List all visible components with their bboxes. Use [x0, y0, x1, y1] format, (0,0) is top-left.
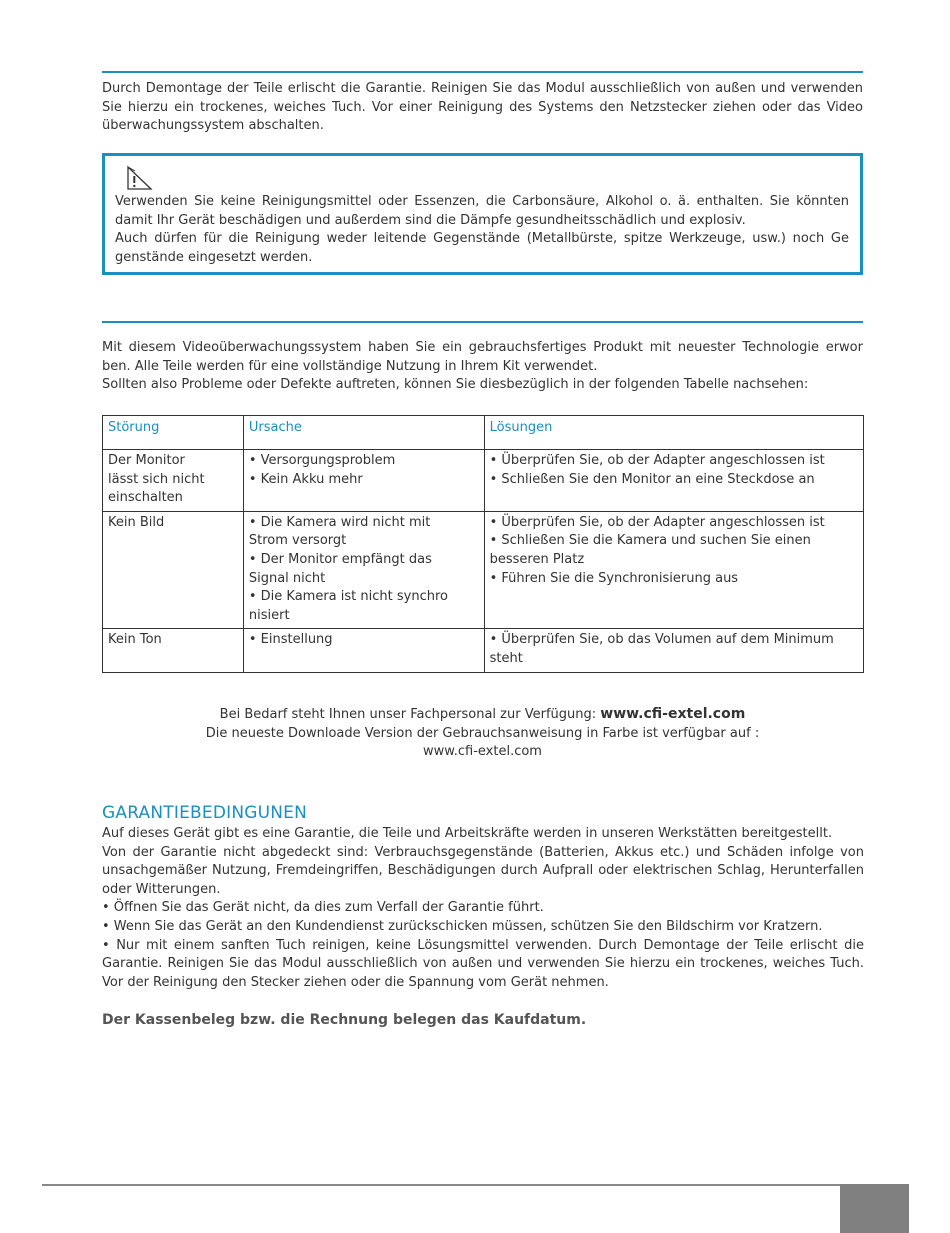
header-problem: Störung [103, 416, 244, 450]
cell-line: Signal nicht [248, 570, 326, 586]
cell-line: • Einstellung [248, 632, 333, 648]
warranty-p4: • Wenn Sie das Gerät an den Kundendienst zurückschicken müssen, schützen Sie den Bildschirm vor Kratzern. [102, 918, 823, 934]
cell-cause [243, 450, 484, 512]
warranty-title: GARANTIEBEDINGUNEN [102, 803, 308, 823]
table-header-row [103, 416, 864, 450]
website-link[interactable]: www.cfi-extel.com [600, 706, 746, 722]
contact-text: Bei Bedarf steht Ihnen unser Fachpersonal zur Verfügung: [219, 707, 601, 722]
cell-line: • Die Kamera wird nicht mit [248, 514, 431, 530]
cell-line: nisiert [248, 607, 290, 623]
cell-cause [243, 511, 484, 629]
table-row [103, 629, 864, 672]
table-row [103, 511, 864, 629]
cell-line: • Die Kamera ist nicht synchro [248, 589, 448, 605]
warning-text-1: Verwenden Sie keine Reinigungsmittel oder Essenzen, die Carbonsäure, Alkohol o. ä. enthalten. Sie könnten damit Ihr Gerät beschädigen und außerdem sind die Dämpfe gesundheitsschädlich und explosiv. [115, 194, 849, 228]
cell-problem [103, 450, 244, 512]
footer-divider [42, 1184, 840, 1186]
contact-info [102, 705, 863, 762]
intro-text-1: Mit diesem Videoüberwachungssystem haben Sie ein gebrauchsfertiges Produkt mit neuester Technologie erwor ben. Alle Teile werden für eine vollständige Nutzung in Ihrem Kit verwendet. [102, 340, 863, 374]
cell-line: • Kein Akku mehr [248, 471, 363, 487]
header-solution: Lösungen [484, 416, 863, 450]
cell-line: Strom versorgt [248, 533, 347, 549]
warning-text-2: Auch dürfen für die Reinigung weder leitende Gegenstände (Metallbürste, spitze Werkzeuge, usw.) noch Ge genstände eingesetzt werden. [115, 231, 849, 265]
warning-triangle-icon [125, 163, 153, 191]
cell-solution [484, 511, 863, 629]
section-divider-top [102, 71, 863, 73]
cell-line: • Schließen Sie den Monitor an eine Steckdose an [489, 471, 815, 487]
cell-line: Kein Bild [108, 514, 165, 530]
table-row [103, 450, 864, 512]
cell-line: • Versorgungsproblem [248, 453, 396, 468]
cell-line: besseren Platz [489, 551, 585, 567]
cell-line: • Der Monitor empfängt das [248, 551, 432, 567]
cell-line: einschalten [108, 490, 183, 506]
contact-line-2: Die neueste Downloade Version der Gebrauchsanweisung in Farbe ist verfügbar auf : [205, 725, 760, 741]
cell-line: Der Monitor [108, 453, 185, 468]
warranty-p2: Von der Garantie nicht abgedeckt sind: Verbrauchsgegenstände (Batterien, Akkus etc.) und Schäden infolge von unsachgemäßer Nutzung, Fremdeingriffen, Beschädigungen durch Aufprall oder elektrischen Schlag, Herunterfallen oder Witterungen. [102, 844, 864, 897]
cell-problem [103, 511, 244, 629]
maintenance-paragraph [102, 80, 863, 136]
download-link[interactable]: www.cfi-extel.com [423, 744, 542, 760]
warning-box [102, 153, 863, 275]
contact-line-1 [102, 705, 863, 725]
cell-line: • Führen Sie die Synchronisierung aus [489, 570, 739, 586]
cell-line: • Überprüfen Sie, ob der Adapter angeschlossen ist [489, 514, 825, 530]
warranty-p3: • Öffnen Sie das Gerät nicht, da dies zum Verfall der Garantie führt. [102, 900, 544, 916]
receipt-note: Der Kassenbeleg bzw. die Rechnung belegen das Kaufdatum. [102, 1012, 587, 1028]
cell-line: • Überprüfen Sie, ob der Adapter angeschlossen ist [489, 453, 825, 468]
troubleshooting-table [102, 415, 864, 673]
intro-text-2: Sollten also Probleme oder Defekte auftreten, können Sie diesbezüglich in der folgenden Tabelle nachsehen: [102, 377, 809, 393]
warning-text [115, 193, 849, 267]
page-number-block [840, 1184, 909, 1233]
warranty-body [102, 825, 864, 992]
header-cause: Ursache [243, 416, 484, 450]
maintenance-text: Durch Demontage der Teile erlischt die Garantie. Reinigen Sie das Modul ausschließlich von außen und verwenden Sie hierzu ein trockenes, weiches Tuch. Vor einer Reinigung des Systems den Netzstecker ziehen oder das Video überwachungssystem abschalten. [102, 81, 863, 134]
cell-line: • Schließen Sie die Kamera und suchen Sie einen [489, 533, 811, 549]
warranty-p5: • Nur mit einem sanften Tuch reinigen, keine Lösungsmittel verwenden. Durch Demontage der Teile erlischt die Garantie. Reinigen Sie das Modul ausschließlich von außen und verwenden Sie hierzu ein trockenes, weiches Tuch. Vor der Reinigung den Stecker ziehen oder die Spannung vom Gerät nehmen. [102, 937, 864, 990]
cell-line: • Überprüfen Sie, ob das Volumen auf dem Minimum [489, 632, 834, 648]
cell-solution [484, 450, 863, 512]
troubleshooting-intro [102, 339, 863, 395]
cell-problem [103, 629, 244, 672]
cell-line: Kein Ton [108, 632, 162, 648]
cell-solution [484, 629, 863, 672]
cell-line: steht [489, 650, 523, 666]
warranty-p1: Auf dieses Gerät gibt es eine Garantie, die Teile und Arbeitskräfte werden in unseren Werkstätten bereitgestellt. [102, 826, 833, 841]
cell-line: lässt sich nicht [108, 471, 205, 487]
cell-cause [243, 629, 484, 672]
section-divider-middle [102, 321, 863, 323]
